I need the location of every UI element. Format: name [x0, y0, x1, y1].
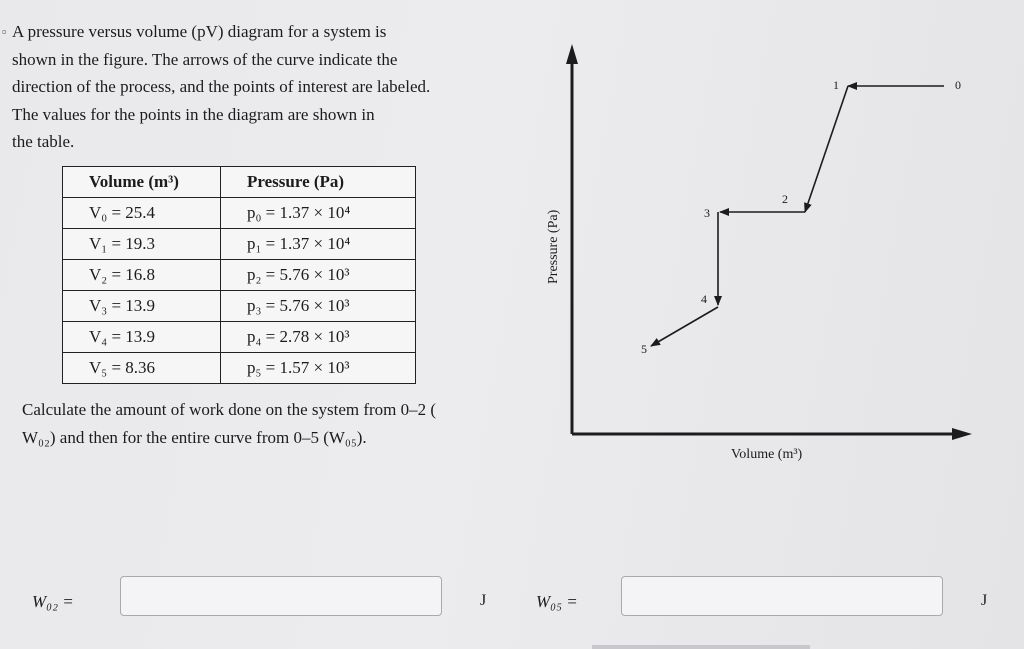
point-label-2: 2: [782, 192, 788, 206]
point-label-4: 4: [701, 292, 707, 306]
problem-line-1: A pressure versus volume (pV) diagram for a system is: [12, 22, 387, 41]
problem-line-5: the table.: [12, 132, 75, 151]
point-label-3: 3: [704, 206, 710, 220]
w05-input[interactable]: [621, 576, 943, 616]
pressure-column-header: Pressure (Pa): [221, 167, 416, 198]
y-axis-arrowhead: [566, 44, 578, 64]
problem-line-2: shown in the figure. The arrows of the curve indicate the: [12, 49, 398, 69]
w05-unit: J: [981, 592, 988, 609]
w02-unit: J: [480, 592, 487, 609]
volume-column-header: Volume (m³): [63, 167, 221, 198]
x-axis-label: Volume (m³): [731, 447, 803, 462]
pressure-cell: p₀ = 1.37 × 10⁴: [221, 198, 416, 229]
x-axis-arrowhead: [952, 428, 972, 440]
y-axis-label: Pressure (Pa): [546, 209, 561, 284]
volume-cell: V₁ = 19.3: [63, 229, 221, 260]
point-label-1: 1: [833, 78, 839, 92]
question-line-1: Calculate the amount of work done on the system from 0–2 (: [22, 400, 437, 419]
volume-cell: V₅ = 8.36: [63, 353, 221, 384]
pressure-cell: p₁ = 1.37 × 10⁴: [221, 229, 416, 260]
volume-cell: V₀ = 25.4: [63, 198, 221, 229]
point-label-5: 5: [641, 342, 647, 356]
w02-input[interactable]: [120, 576, 442, 616]
problem-line-4: The values for the points in the diagram are shown in: [12, 104, 375, 124]
volume-cell: V₂ = 16.8: [63, 260, 221, 291]
pressure-cell: p₂ = 5.76 × 10³: [221, 260, 416, 291]
segment-1-2: [805, 86, 848, 212]
pressure-cell: p₃ = 5.76 × 10³: [221, 291, 416, 322]
w05-label: W₀₅ =: [536, 592, 578, 611]
pressure-cell: p₄ = 2.78 × 10³: [221, 322, 416, 353]
pressure-cell: p₅ = 1.57 × 10³: [221, 353, 416, 384]
volume-cell: V₃ = 13.9: [63, 291, 221, 322]
problem-line-3: direction of the process, and the points of interest are labeled.: [12, 77, 431, 96]
point-label-0: 0: [955, 78, 961, 92]
volume-cell: V₄ = 13.9: [63, 322, 221, 353]
segment-4-5: [651, 307, 718, 346]
bullet-marker: ▫: [2, 24, 7, 39]
w02-label: W₀₂ =: [32, 592, 74, 611]
bottom-edge-bar: [592, 645, 810, 649]
question-line-2: W₀₂) and then for the entire curve from 0–5 (W₀₅).: [22, 428, 367, 447]
